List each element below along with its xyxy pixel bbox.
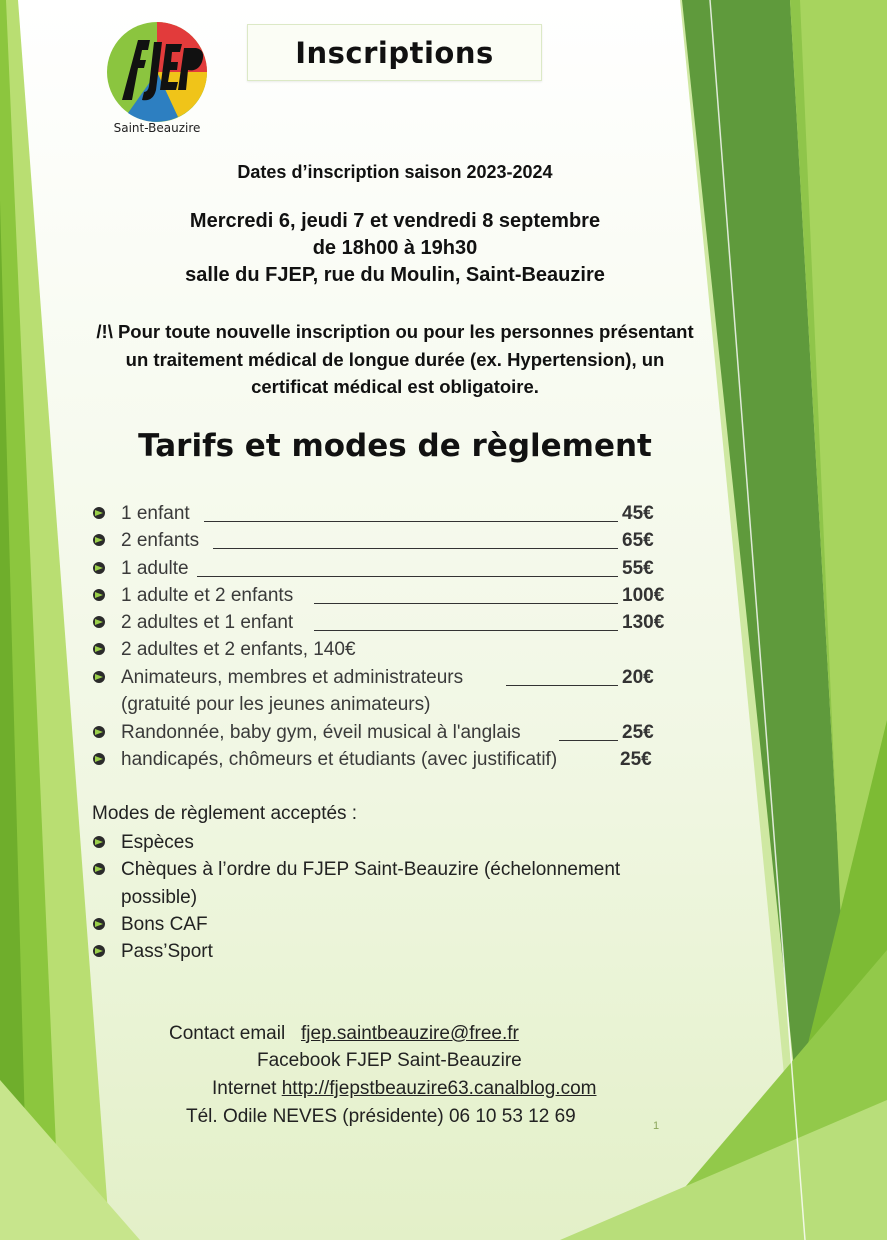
tarif-price: 45€	[622, 503, 654, 524]
tarif-label: Randonnée, baby gym, éveil musical à l'anglais	[121, 721, 521, 743]
tarif-row	[92, 719, 732, 746]
tarif-row	[92, 636, 732, 663]
leader-line	[197, 576, 618, 577]
payment-mode-label: Espèces	[121, 832, 194, 853]
contact-internet-line	[212, 1078, 596, 1100]
warning-line-3: certificat médical est obligatoire.	[251, 376, 539, 397]
tarif-label: handicapés, chômeurs et étudiants (avec justificatif)	[121, 749, 558, 771]
leader-line	[213, 548, 618, 549]
payment-modes-list	[92, 829, 692, 965]
bullet-icon	[92, 835, 106, 849]
contact-internet-label: Internet	[212, 1078, 277, 1099]
dates-title: Dates d’inscription saison 2023-2024	[237, 162, 553, 182]
schedule-hours: de 18h00 à 19h30	[312, 237, 478, 259]
bullet-icon	[92, 642, 106, 656]
tarif-price: 25€	[622, 721, 654, 743]
tarif-price: 20€	[622, 666, 654, 688]
tarif-note: (gratuité pour les jeunes animateurs)	[121, 693, 431, 715]
payment-mode	[92, 856, 692, 911]
schedule-place: salle du FJEP, rue du Moulin, Saint-Beauzire	[185, 264, 605, 286]
bullet-icon	[92, 561, 106, 575]
tarif-row	[92, 582, 732, 609]
tarif-label: Animateurs, membres et administrateurs	[121, 666, 464, 688]
tarif-label: 2 adultes et 2 enfants, 140€	[121, 639, 356, 661]
tarif-price: 25€	[620, 749, 652, 771]
payment-mode	[92, 829, 692, 856]
contact-facebook: Facebook FJEP Saint-Beauzire	[257, 1050, 522, 1071]
medical-warning	[50, 318, 740, 401]
contact-email-line	[169, 1023, 519, 1045]
tarif-label: 1 adulte	[121, 557, 189, 579]
bullet-icon	[92, 588, 106, 602]
contact-email-link[interactable]: fjep.saintbeauzire@free.fr	[301, 1023, 519, 1044]
page-number: 1	[653, 1120, 660, 1132]
logo-subtitle: Saint-Beauzire	[113, 121, 201, 135]
leader-line	[314, 603, 618, 604]
tarif-label: 1 enfant	[121, 503, 190, 524]
bullet-icon	[92, 917, 106, 931]
title-box	[247, 24, 542, 81]
page-title: Inscriptions	[295, 35, 494, 70]
payment-mode-label: Bons CAF	[121, 913, 208, 935]
tarif-label: 2 enfants	[121, 530, 200, 552]
tarif-row	[92, 500, 732, 527]
payment-mode	[92, 911, 692, 938]
tarif-row	[92, 664, 732, 719]
leader-line	[314, 630, 618, 631]
leader-line	[204, 521, 618, 522]
tarif-label: 1 adulte et 2 enfants	[121, 584, 294, 606]
bullet-icon	[92, 506, 106, 520]
leader-line	[506, 685, 618, 686]
bullet-icon	[92, 944, 106, 958]
bullet-icon	[92, 533, 106, 547]
tarif-row	[92, 609, 732, 636]
contact-phone: Tél. Odile NEVES (présidente) 06 10 53 12 69	[186, 1106, 576, 1127]
contact-website-link[interactable]: http://fjepstbeauzire63.canalblog.com	[281, 1078, 597, 1099]
bullet-icon	[92, 725, 106, 739]
tarif-price: 65€	[622, 530, 654, 552]
contact-email-label: Contact email	[169, 1023, 286, 1044]
leader-line	[559, 740, 618, 741]
schedule-days: Mercredi 6, jeudi 7 et vendredi 8 septembre	[189, 210, 601, 232]
tarifs-list	[92, 500, 732, 773]
bullet-icon	[92, 752, 106, 766]
tarif-row	[92, 527, 732, 554]
payment-modes-heading: Modes de règlement acceptés :	[92, 803, 358, 824]
payment-mode-label: Chèques à l’ordre du FJEP Saint-Beauzire (échelonnement possible)	[121, 859, 621, 908]
tarif-row	[92, 746, 732, 773]
payment-mode	[92, 938, 692, 965]
warning-line-1: /!\ Pour toute nouvelle inscription ou pour les personnes présentant	[96, 321, 694, 342]
payment-mode-label: Pass’Sport	[121, 941, 213, 963]
bullet-icon	[92, 615, 106, 629]
warning-line-2: un traitement médical de longue durée (ex. Hypertension), un	[125, 348, 665, 370]
tarif-price: 100€	[622, 584, 665, 606]
tarifs-heading: Tarifs et modes de règlement	[138, 428, 652, 464]
tarif-price: 130€	[622, 612, 665, 634]
bullet-icon	[92, 670, 106, 684]
fjep-logo	[98, 20, 216, 138]
tarif-price: 55€	[622, 557, 654, 579]
tarif-row	[92, 555, 732, 582]
schedule	[40, 208, 750, 289]
bullet-icon	[92, 862, 106, 876]
tarif-label: 2 adultes et 1 enfant	[121, 612, 294, 634]
